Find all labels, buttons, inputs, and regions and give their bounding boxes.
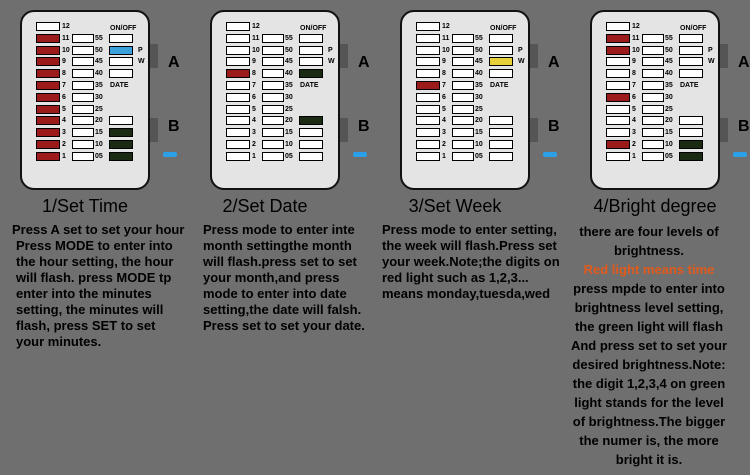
minute-number: 30 <box>285 93 293 101</box>
desc-line: setting, the minutes will <box>16 302 164 317</box>
minute-light <box>642 93 664 102</box>
minute-light <box>262 46 284 55</box>
hour-light <box>606 152 630 161</box>
minute-light <box>642 69 664 78</box>
minute-number: 15 <box>665 129 673 137</box>
hour-number: 8 <box>442 70 446 78</box>
desc-line: of brightness.The bigger <box>572 414 726 429</box>
date-light <box>109 46 133 55</box>
date-light <box>109 34 133 43</box>
minute-light <box>72 152 94 161</box>
minute-number: 55 <box>475 34 483 42</box>
hour-light <box>36 152 60 161</box>
minute-number: 35 <box>285 82 293 89</box>
hour-number: 5 <box>632 105 636 113</box>
minute-number: 25 <box>95 105 103 113</box>
minute-light <box>642 140 664 149</box>
minute-light <box>452 140 474 149</box>
hour-light <box>36 69 60 78</box>
hour-light <box>226 57 250 66</box>
minute-light <box>72 128 94 137</box>
hour-number: 3 <box>62 129 66 137</box>
p-label: P <box>328 46 333 54</box>
minute-light <box>262 69 284 78</box>
hour-number: 3 <box>442 129 446 137</box>
minute-number: 20 <box>665 117 673 125</box>
date-light <box>679 152 703 161</box>
p-label: P <box>138 46 143 54</box>
hour-light <box>416 69 440 78</box>
hour-light <box>36 140 60 149</box>
hour-number: 2 <box>62 141 66 148</box>
panel-title: 3/Set Week <box>408 196 502 216</box>
hour-number: 6 <box>632 93 636 101</box>
desc-line: Press MODE to enter into <box>16 238 173 253</box>
hour-number: 10 <box>442 46 450 54</box>
hour-number: 11 <box>252 34 260 42</box>
desc-line: mode to enter into date <box>203 286 347 301</box>
hour-light <box>226 34 250 43</box>
date-light <box>489 57 513 66</box>
minute-number: 05 <box>475 152 483 160</box>
minute-light <box>262 81 284 90</box>
minute-light <box>72 140 94 149</box>
minute-number: 15 <box>95 129 103 137</box>
minute-number: 20 <box>475 117 483 125</box>
date-light <box>489 69 513 78</box>
panel-title: 4/Bright degree <box>593 196 717 216</box>
minute-light <box>262 152 284 161</box>
minute-number: 15 <box>285 129 293 137</box>
hour-light <box>226 81 250 90</box>
minute-light <box>642 46 664 55</box>
hour-number: 5 <box>252 105 256 113</box>
date-light <box>679 34 703 43</box>
minute-light <box>72 93 94 102</box>
hour-number: 11 <box>632 34 640 42</box>
minute-light <box>72 69 94 78</box>
watch-panel <box>20 10 150 190</box>
side-notch <box>530 118 538 142</box>
hour-number: 1 <box>442 152 446 160</box>
minute-light <box>452 93 474 102</box>
hour-light <box>416 46 440 55</box>
hour-number: 12 <box>632 23 640 30</box>
minute-number: 30 <box>475 93 483 101</box>
watch-panel <box>590 10 720 190</box>
minute-number: 30 <box>665 93 673 101</box>
hour-number: 1 <box>252 152 256 160</box>
minute-light <box>262 105 284 114</box>
desc-line: month settingthe month <box>203 238 352 253</box>
description-set-time <box>12 222 192 350</box>
hour-number: 8 <box>62 70 66 78</box>
minute-number: 40 <box>95 70 103 78</box>
desc-line: desired brightness.Note: <box>572 357 726 372</box>
minute-number: 10 <box>665 141 673 148</box>
minute-number: 35 <box>665 82 673 89</box>
date-label: DATE <box>680 82 699 89</box>
hour-number: 5 <box>442 105 446 113</box>
button-a[interactable]: A <box>738 54 750 71</box>
date-light <box>489 152 513 161</box>
hour-number: 12 <box>62 23 70 30</box>
hour-number: 6 <box>252 93 256 101</box>
hour-number: 9 <box>62 58 66 66</box>
hour-number: 2 <box>252 141 256 148</box>
hour-number: 10 <box>62 46 70 54</box>
date-light <box>679 128 703 137</box>
hour-light <box>36 22 60 31</box>
hour-number: 12 <box>442 23 450 30</box>
hour-light <box>606 57 630 66</box>
date-light <box>109 69 133 78</box>
hour-number: 7 <box>62 82 66 89</box>
side-notch <box>720 44 728 68</box>
minute-number: 55 <box>665 34 673 42</box>
hour-number: 4 <box>252 117 256 125</box>
desc-line: Press mode to enter inte <box>203 222 355 237</box>
hour-light <box>416 34 440 43</box>
date-light <box>679 69 703 78</box>
minute-light <box>262 57 284 66</box>
minute-light <box>72 34 94 43</box>
hour-light <box>416 81 440 90</box>
minute-light <box>452 116 474 125</box>
hour-light <box>226 69 250 78</box>
red-light-note: Red light means time <box>583 262 715 277</box>
minute-number: 20 <box>95 117 103 125</box>
minute-number: 50 <box>475 46 483 54</box>
minute-number: 45 <box>285 58 293 66</box>
minute-number: 05 <box>665 152 673 160</box>
button-a[interactable]: A <box>168 54 180 71</box>
desc-line: your week.Note;the digits on <box>382 254 560 269</box>
minute-light <box>452 128 474 137</box>
hour-light <box>226 128 250 137</box>
hour-number: 6 <box>62 93 66 101</box>
hour-number: 4 <box>632 117 636 125</box>
hour-light <box>416 105 440 114</box>
watch-panel <box>400 10 530 190</box>
onoff-label: ON/OFF <box>110 25 137 32</box>
desc-line: will flash. press MODE tp <box>16 270 172 285</box>
description-set-date <box>203 222 383 334</box>
minute-light <box>262 93 284 102</box>
minute-number: 15 <box>475 129 483 137</box>
side-notch <box>720 118 728 142</box>
desc-line: the hour setting, the hour <box>16 254 174 269</box>
minute-light <box>452 57 474 66</box>
w-label: W <box>708 58 715 66</box>
minute-number: 45 <box>665 58 673 66</box>
minute-light <box>262 140 284 149</box>
minute-number: 10 <box>285 141 293 148</box>
side-notch <box>340 118 348 142</box>
hour-light <box>226 152 250 161</box>
hour-light <box>416 57 440 66</box>
date-light <box>299 128 323 137</box>
minute-light <box>642 81 664 90</box>
hour-light <box>226 105 250 114</box>
desc-line: press mpde to enter into <box>573 281 725 296</box>
desc-line: the green light will flash <box>574 319 724 334</box>
hour-number: 11 <box>442 34 450 42</box>
date-light <box>299 69 323 78</box>
hour-light <box>606 116 630 125</box>
hour-light <box>416 22 440 31</box>
desc-line: your month,and press <box>203 270 340 285</box>
hour-number: 5 <box>62 105 66 113</box>
hour-number: 2 <box>442 141 446 148</box>
minute-light <box>642 116 664 125</box>
hour-number: 3 <box>252 129 256 137</box>
minute-number: 40 <box>285 70 293 78</box>
minute-light <box>452 152 474 161</box>
hour-light <box>36 93 60 102</box>
hour-light <box>36 34 60 43</box>
date-light <box>489 116 513 125</box>
minute-number: 25 <box>285 105 293 113</box>
minute-light <box>452 105 474 114</box>
button-b[interactable]: B <box>548 118 560 135</box>
side-notch <box>340 44 348 68</box>
minute-light <box>452 69 474 78</box>
date-light <box>679 57 703 66</box>
hour-light <box>606 128 630 137</box>
hour-number: 2 <box>632 141 636 148</box>
hour-number: 9 <box>632 58 636 66</box>
hour-number: 1 <box>62 152 66 160</box>
hour-light <box>606 93 630 102</box>
desc-line: red light such as 1,2,3... <box>382 270 529 285</box>
desc-line: And press set to set your <box>570 338 728 353</box>
date-label: DATE <box>490 82 509 89</box>
date-light <box>489 46 513 55</box>
description-set-week <box>382 222 572 302</box>
minute-light <box>72 105 94 114</box>
hour-number: 10 <box>252 46 260 54</box>
hour-light <box>606 81 630 90</box>
minute-number: 45 <box>95 58 103 66</box>
minute-light <box>452 81 474 90</box>
hour-number: 1 <box>632 152 636 160</box>
usb-cable-icon <box>163 152 177 157</box>
hour-number: 8 <box>632 70 636 78</box>
minute-light <box>72 46 94 55</box>
minute-light <box>642 105 664 114</box>
minute-number: 20 <box>285 117 293 125</box>
onoff-label: ON/OFF <box>490 25 517 32</box>
minute-light <box>642 34 664 43</box>
date-light <box>679 140 703 149</box>
hour-light <box>36 46 60 55</box>
hour-light <box>606 105 630 114</box>
minute-number: 55 <box>285 34 293 42</box>
date-light <box>489 34 513 43</box>
date-label: DATE <box>300 82 319 89</box>
date-light <box>679 116 703 125</box>
desc-line: light stands for the level <box>574 395 724 410</box>
hour-light <box>606 69 630 78</box>
hour-number: 11 <box>62 34 70 42</box>
date-light <box>489 128 513 137</box>
minute-light <box>452 34 474 43</box>
hour-light <box>416 116 440 125</box>
hour-light <box>416 128 440 137</box>
date-light <box>109 140 133 149</box>
button-a[interactable]: A <box>358 54 370 71</box>
desc-line: setting,the date will falsh. <box>203 302 362 317</box>
date-light <box>679 46 703 55</box>
description-bright-degree <box>566 222 732 469</box>
desc-line: there are four levels of <box>579 224 719 239</box>
button-b[interactable]: B <box>738 118 750 135</box>
date-light <box>299 46 323 55</box>
hour-number: 7 <box>632 82 636 89</box>
button-b[interactable]: B <box>168 118 180 135</box>
usb-cable-icon <box>733 152 747 157</box>
hour-number: 4 <box>62 117 66 125</box>
desc-line: enter into the minutes <box>16 286 152 301</box>
date-light <box>299 116 323 125</box>
desc-line: Press set to set your date. <box>203 318 365 333</box>
minute-light <box>642 57 664 66</box>
desc-line: Press A set to set your hour <box>12 222 185 237</box>
minute-light <box>72 116 94 125</box>
hour-light <box>226 93 250 102</box>
desc-line: brightness. <box>613 243 685 258</box>
hour-light <box>36 116 60 125</box>
hour-number: 3 <box>632 129 636 137</box>
w-label: W <box>518 58 525 66</box>
minute-number: 05 <box>95 152 103 160</box>
minute-number: 45 <box>475 58 483 66</box>
desc-line: means monday,tuesda,wed <box>382 286 551 301</box>
onoff-label: ON/OFF <box>300 25 327 32</box>
minute-number: 10 <box>95 141 103 148</box>
hour-light <box>36 81 60 90</box>
minute-light <box>262 116 284 125</box>
hour-light <box>416 93 440 102</box>
p-label: P <box>708 46 713 54</box>
minute-number: 40 <box>475 70 483 78</box>
hour-light <box>606 140 630 149</box>
desc-line: the week will flash.Press set <box>382 238 557 253</box>
desc-line: the digit 1,2,3,4 on green <box>572 376 726 391</box>
date-light <box>299 152 323 161</box>
button-a[interactable]: A <box>548 54 560 71</box>
minute-number: 05 <box>285 152 293 160</box>
desc-line: the numer is, the more <box>579 433 719 448</box>
minute-number: 50 <box>285 46 293 54</box>
hour-number: 4 <box>442 117 446 125</box>
minute-number: 25 <box>665 105 673 113</box>
hour-number: 10 <box>632 46 640 54</box>
usb-cable-icon <box>353 152 367 157</box>
usb-cable-icon <box>543 152 557 157</box>
w-label: W <box>138 58 145 66</box>
minute-number: 50 <box>95 46 103 54</box>
desc-line: Press mode to enter setting, <box>382 222 557 237</box>
date-light <box>109 57 133 66</box>
hour-light <box>416 152 440 161</box>
date-light <box>299 57 323 66</box>
side-notch <box>150 44 158 68</box>
panel-title: 2/Set Date <box>222 196 308 216</box>
hour-light <box>226 140 250 149</box>
minute-number: 55 <box>95 34 103 42</box>
hour-light <box>606 46 630 55</box>
side-notch <box>150 118 158 142</box>
hour-light <box>606 34 630 43</box>
desc-line: brightness level setting, <box>574 300 724 315</box>
watch-panel <box>210 10 340 190</box>
hour-number: 12 <box>252 23 260 30</box>
hour-number: 9 <box>442 58 446 66</box>
date-light <box>299 140 323 149</box>
minute-number: 25 <box>475 105 483 113</box>
date-light <box>109 128 133 137</box>
hour-light <box>416 140 440 149</box>
hour-number: 7 <box>252 82 256 89</box>
p-label: P <box>518 46 523 54</box>
desc-line: your minutes. <box>16 334 102 349</box>
minute-number: 40 <box>665 70 673 78</box>
minute-number: 35 <box>95 82 103 89</box>
date-light <box>109 116 133 125</box>
side-notch <box>530 44 538 68</box>
hour-number: 8 <box>252 70 256 78</box>
panel-title: 1/Set Time <box>41 196 129 216</box>
date-light <box>299 34 323 43</box>
minute-light <box>642 152 664 161</box>
date-label: DATE <box>110 82 129 89</box>
hour-light <box>226 116 250 125</box>
minute-number: 30 <box>95 93 103 101</box>
hour-light <box>606 22 630 31</box>
hour-light <box>36 128 60 137</box>
date-light <box>489 140 513 149</box>
minute-light <box>452 46 474 55</box>
hour-number: 6 <box>442 93 446 101</box>
minute-number: 35 <box>475 82 483 89</box>
hour-light <box>226 22 250 31</box>
minute-number: 50 <box>665 46 673 54</box>
date-light <box>109 152 133 161</box>
button-b[interactable]: B <box>358 118 370 135</box>
minute-light <box>642 128 664 137</box>
desc-line: flash, press SET to set <box>16 318 156 333</box>
desc-line: will flash.press set to set <box>203 254 357 269</box>
minute-light <box>72 57 94 66</box>
onoff-label: ON/OFF <box>680 25 707 32</box>
hour-light <box>36 57 60 66</box>
w-label: W <box>328 58 335 66</box>
hour-light <box>226 46 250 55</box>
hour-number: 9 <box>252 58 256 66</box>
minute-light <box>262 34 284 43</box>
minute-light <box>72 81 94 90</box>
hour-light <box>36 105 60 114</box>
hour-number: 7 <box>442 82 446 89</box>
desc-line: bright it is. <box>615 452 683 467</box>
minute-number: 10 <box>475 141 483 148</box>
minute-light <box>262 128 284 137</box>
